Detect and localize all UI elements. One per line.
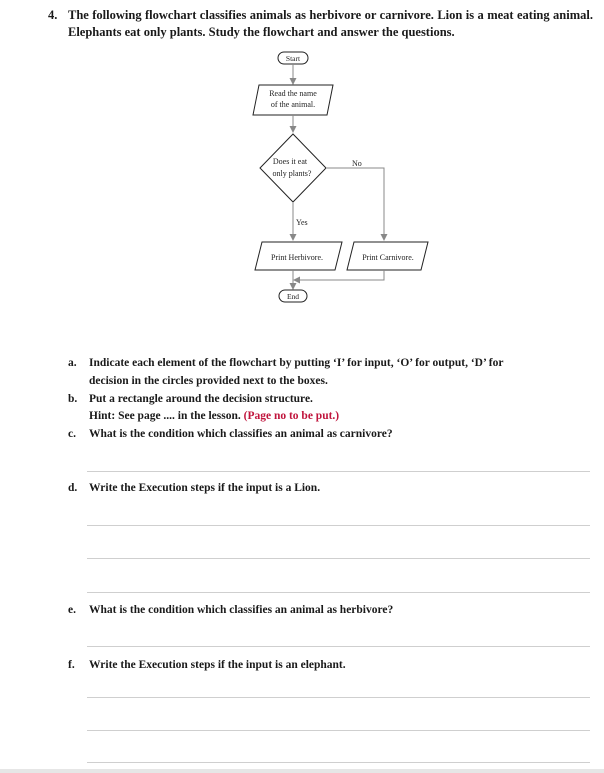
page-bottom-edge [0, 769, 604, 773]
start-terminal [278, 52, 308, 64]
input-box [253, 85, 333, 115]
connector-no-branch [326, 168, 384, 240]
part-a-text-line1: Indicate each element of the flowchart by putting ‘I’ for input, ‘O’ for output, ‘D’ for [89, 357, 504, 369]
part-e-label: e. [68, 604, 76, 616]
part-e-text: What is the condition which classifies an animal as herbivore? [89, 604, 394, 616]
answer-line-f-2[interactable] [87, 730, 590, 731]
input-label-line2: of the animal. [270, 100, 316, 109]
decision-label-line1: Does it eat [272, 157, 308, 166]
part-f-label: f. [68, 659, 75, 671]
part-b-label: b. [68, 393, 78, 405]
part-a-label: a. [68, 357, 77, 369]
answer-line-d-2[interactable] [87, 558, 590, 559]
output-carnivore-box [347, 242, 428, 270]
decision-label-line2: only plants? [272, 169, 312, 178]
question-text: The following flowchart classifies animals as herbivore or carnivore. Lion is a meat eating animal. Elephants eat only plants. Study the flowchart and answer the questions. [68, 8, 593, 39]
part-c-label: c. [68, 428, 76, 440]
part-c-text: What is the condition which classifies an animal as carnivore? [89, 428, 393, 440]
answer-line-d-1[interactable] [87, 525, 590, 526]
part-f-text: Write the Execution steps if the input is an elephant. [89, 659, 346, 671]
answer-line-c-1[interactable] [87, 471, 590, 472]
part-b-text: Put a rectangle around the decision structure. [89, 393, 313, 405]
output-carnivore-label: Print Carnivore. [362, 253, 414, 262]
part-a-text-line2: decision in the circles provided next to the boxes. [89, 375, 328, 387]
no-label: No [352, 159, 362, 168]
end-terminal [279, 290, 307, 302]
answer-line-d-3[interactable] [87, 592, 590, 593]
part-d-text: Write the Execution steps if the input is a Lion. [89, 482, 321, 494]
output-herbivore-box [255, 242, 342, 270]
output-herbivore-label: Print Herbivore. [271, 253, 323, 262]
question-number: 4. [48, 8, 58, 22]
answer-line-e-1[interactable] [87, 646, 590, 647]
part-b-hint: Hint: See page .... in the lesson. [89, 410, 241, 422]
answer-line-f-3[interactable] [87, 762, 590, 763]
decision-diamond [260, 134, 326, 202]
input-label-line1: Read the name [269, 89, 317, 98]
answer-line-f-1[interactable] [87, 697, 590, 698]
part-d-label: d. [68, 482, 78, 494]
yes-label: Yes [296, 218, 308, 227]
flowchart [0, 0, 604, 320]
start-label: Start [285, 54, 301, 63]
part-b-note: (Page no to be put.) [243, 410, 340, 422]
part-b-hint-line [89, 408, 339, 425]
end-label: End [286, 292, 300, 301]
connector-carnivore-merge [294, 270, 384, 280]
